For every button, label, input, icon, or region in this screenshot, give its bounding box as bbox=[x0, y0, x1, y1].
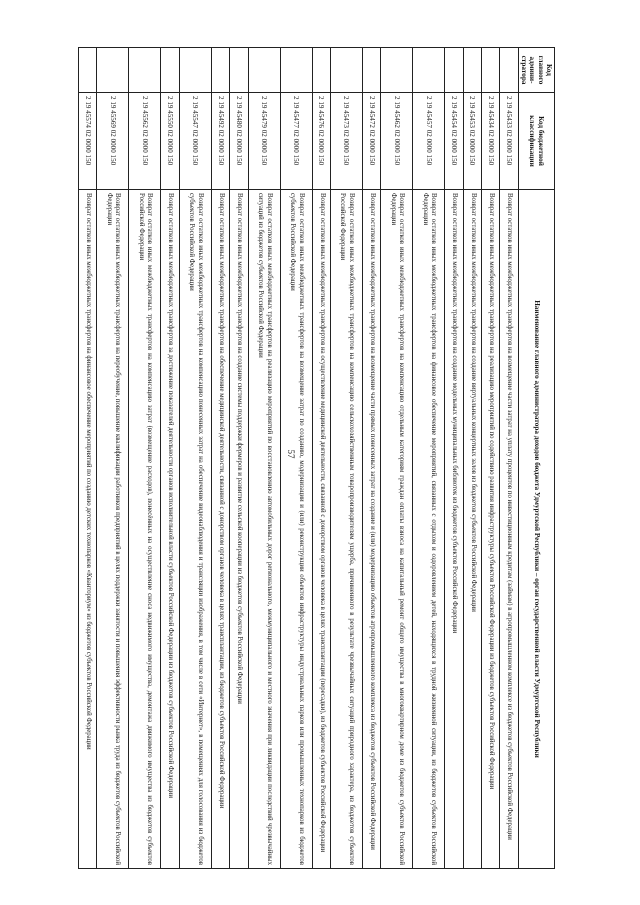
classification-code-cell: 2 19 45550 02 0000 150 bbox=[161, 93, 179, 190]
table-row bbox=[211, 48, 229, 869]
admin-code-cell bbox=[79, 48, 97, 93]
revenue-name-cell: Возврат остатков иных межбюджетных трансфертов на обеспечение медицинской деятельности, связанной с донорством органов человека в целях трансплантации, из бюджетов субъектов Российской Федерации bbox=[211, 190, 229, 869]
table-row bbox=[413, 48, 445, 869]
table-row bbox=[230, 48, 248, 869]
admin-code-cell bbox=[248, 48, 280, 93]
revenue-name-cell: Возврат остатков иных межбюджетных трансфертов на осуществление медицинской деятельности, связанной с донорством органов человека в целях трансплантации (пересадки), из бюджетов субъектов Российской Федерации bbox=[312, 190, 330, 869]
revenue-name-cell: Возврат остатков иных межбюджетных трансфертов на реализацию мероприятий по восстановлению автомобильных дорог регионального, межмуниципального и местного значения при ликвидации последствий чрезвычайных ситуаций из бюджетов субъектов Российской Федерации bbox=[248, 190, 280, 869]
revenue-name-cell: Возврат остатков иных межбюджетных трансфертов на создание виртуальных концертных залов из бюджетов субъектов Российской Федерации bbox=[463, 190, 481, 869]
admin-code-cell bbox=[230, 48, 248, 93]
table-row bbox=[482, 48, 500, 869]
table-row bbox=[445, 48, 463, 869]
revenue-name-cell: Возврат остатков иных межбюджетных трансфертов на возмещение затрат по созданию, модернизации и (или) реконструкции объектов инфраструктуры индустриальных парков или промышленных технопарков из бюджетов субъектов Российской Федерации bbox=[280, 190, 312, 869]
table-header-row bbox=[518, 48, 554, 869]
revenue-name-cell: Возврат остатков иных межбюджетных трансфертов на компенсацию сельскохозяйственным товаропроизводителям ущерба, причиненного в результате чрезвычайных ситуаций природного характера, из бюджетов субъектов Российской Федерации bbox=[330, 190, 362, 869]
admin-code-cell bbox=[330, 48, 362, 93]
classification-code-cell: 2 19 45574 02 0000 150 bbox=[79, 93, 97, 190]
table-row bbox=[381, 48, 413, 869]
admin-code-cell bbox=[500, 48, 518, 93]
admin-code-cell bbox=[161, 48, 179, 93]
revenue-name-cell: Возврат остатков иных межбюджетных трансфертов на создание модельных муниципальных библиотек из бюджетов субъектов Российской Федерации bbox=[445, 190, 463, 869]
admin-code-cell bbox=[312, 48, 330, 93]
table-row bbox=[79, 48, 97, 869]
table-row bbox=[463, 48, 481, 869]
admin-code-cell bbox=[463, 48, 481, 93]
revenue-codes-table bbox=[78, 47, 555, 869]
classification-code-cell: 2 19 45472 02 0000 150 bbox=[362, 93, 380, 190]
table-row bbox=[330, 48, 362, 869]
revenue-name-cell: Возврат остатков иных межбюджетных трансфертов на возмещение части прямых понесенных затрат на создание и (или) модернизацию объектов агропромышленного комплекса из бюджетов субъектов Российской Федерации bbox=[362, 190, 380, 869]
revenue-name-cell: Возврат остатков иных межбюджетных трансфертов на создание системы поддержки фермеров и развитие сельской кооперации из бюджетов субъектов Российской Федерации bbox=[230, 190, 248, 869]
revenue-name-cell: Возврат остатков иных межбюджетных трансфертов на переобучение, повышение квалификации работников предприятий в целях поддержки занятости и повышения эффективности рынка труда из бюджетов субъектов Российской Федерации bbox=[97, 190, 129, 869]
table-row bbox=[312, 48, 330, 869]
admin-code-cell bbox=[413, 48, 445, 93]
classification-code-cell: 2 19 45562 02 0000 150 bbox=[129, 93, 161, 190]
admin-code-cell bbox=[381, 48, 413, 93]
admin-code-cell bbox=[211, 48, 229, 93]
admin-code-cell bbox=[362, 48, 380, 93]
table-row bbox=[248, 48, 280, 869]
classification-code-cell: 2 19 45434 02 0000 150 bbox=[482, 93, 500, 190]
classification-code-cell: 2 19 45477 02 0000 150 bbox=[280, 93, 312, 190]
table-body bbox=[79, 48, 519, 869]
classification-code-cell: 2 19 45480 02 0000 150 bbox=[230, 93, 248, 190]
classification-code-cell: 2 19 45547 02 0000 150 bbox=[179, 93, 211, 190]
classification-code-cell: 2 19 45479 02 0000 150 bbox=[248, 93, 280, 190]
classification-code-cell: 2 19 45569 02 0000 150 bbox=[97, 93, 129, 190]
table-row bbox=[161, 48, 179, 869]
revenue-name-cell: Возврат остатков иных межбюджетных трансфертов на реализацию мероприятий по содействию развития инфраструктуры субъектов Российской Федерации из бюджетов субъектов Российской Федерации bbox=[482, 190, 500, 869]
classification-code-cell: 2 19 45433 02 0000 150 bbox=[500, 93, 518, 190]
table-row bbox=[129, 48, 161, 869]
revenue-name-cell: Возврат остатков иных межбюджетных трансфертов на компенсацию отдельным категориям граждан оплаты взноса на капитальный ремонт общего имущества в многоквартирном доме из бюджетов субъектов Российской Федерации bbox=[381, 190, 413, 869]
rotated-table-container bbox=[78, 47, 555, 869]
table-row bbox=[97, 48, 129, 869]
classification-code-cell: 2 19 45473 02 0000 150 bbox=[330, 93, 362, 190]
admin-code-cell bbox=[445, 48, 463, 93]
admin-code-cell bbox=[482, 48, 500, 93]
table-row bbox=[280, 48, 312, 869]
table-row bbox=[362, 48, 380, 869]
header-classification-code: Код бюджетной классификации bbox=[518, 93, 554, 190]
header-administrator-name: Наименование главного администратора доходов бюджета Удмуртской Республики – орган государственной власти Удмуртской Республики bbox=[518, 190, 554, 869]
table-row bbox=[179, 48, 211, 869]
revenue-name-cell: Возврат остатков иных межбюджетных трансфертов на финансовое обеспечение мероприятий, связанных с отдыхом и оздоровлением детей, находящихся в трудной жизненной ситуации, из бюджетов субъектов Российской Федерации bbox=[413, 190, 445, 869]
header-admin-code: Код главного админи-стратора bbox=[518, 48, 554, 93]
page-number: 57 bbox=[286, 449, 296, 459]
classification-code-cell: 2 19 45454 02 0000 150 bbox=[445, 93, 463, 190]
table-row bbox=[500, 48, 518, 869]
revenue-name-cell: Возврат остатков иных межбюджетных трансфертов на финансовое обеспечение мероприятий по созданию детских технопарков «Кванториум» из бюджетов субъектов Российской Федерации bbox=[79, 190, 97, 869]
admin-code-cell bbox=[179, 48, 211, 93]
classification-code-cell: 2 19 45457 02 0000 150 bbox=[413, 93, 445, 190]
admin-code-cell bbox=[97, 48, 129, 93]
classification-code-cell: 2 19 45492 02 0000 150 bbox=[211, 93, 229, 190]
classification-code-cell: 2 19 45462 02 0000 150 bbox=[381, 93, 413, 190]
admin-code-cell bbox=[129, 48, 161, 93]
revenue-name-cell: Возврат остатков иных межбюджетных трансфертов на компенсацию затрат (возмещение расходов), понесённых на осуществление сноса недвижимого имущества, демонтажа движимого имущества из бюджетов субъектов Российской Федерации bbox=[129, 190, 161, 869]
revenue-name-cell: Возврат остатков иных межбюджетных трансфертов на возмещение части затрат на уплату процентов по инвестиционным кредитам (займам) в агропромышленном комплексе из бюджетов субъектов Российской Федерации bbox=[500, 190, 518, 869]
revenue-name-cell: Возврат остатков иных межбюджетных трансфертов на компенсацию понесенных затрат на обеспечение видеонаблюдения и трансляции изображения, в том числе в сети «Интернет», в помещениях для голосования из бюджетов субъектов Российской Федерации bbox=[179, 190, 211, 869]
revenue-name-cell: Возврат остатков иных межбюджетных трансфертов за достижение показателей деятельности органов исполнительной власти субъектов Российской Федерации из бюджетов субъектов Российской Федерации bbox=[161, 190, 179, 869]
classification-code-cell: 2 19 45476 02 0000 150 bbox=[312, 93, 330, 190]
classification-code-cell: 2 19 45453 02 0000 150 bbox=[463, 93, 481, 190]
admin-code-cell bbox=[280, 48, 312, 93]
